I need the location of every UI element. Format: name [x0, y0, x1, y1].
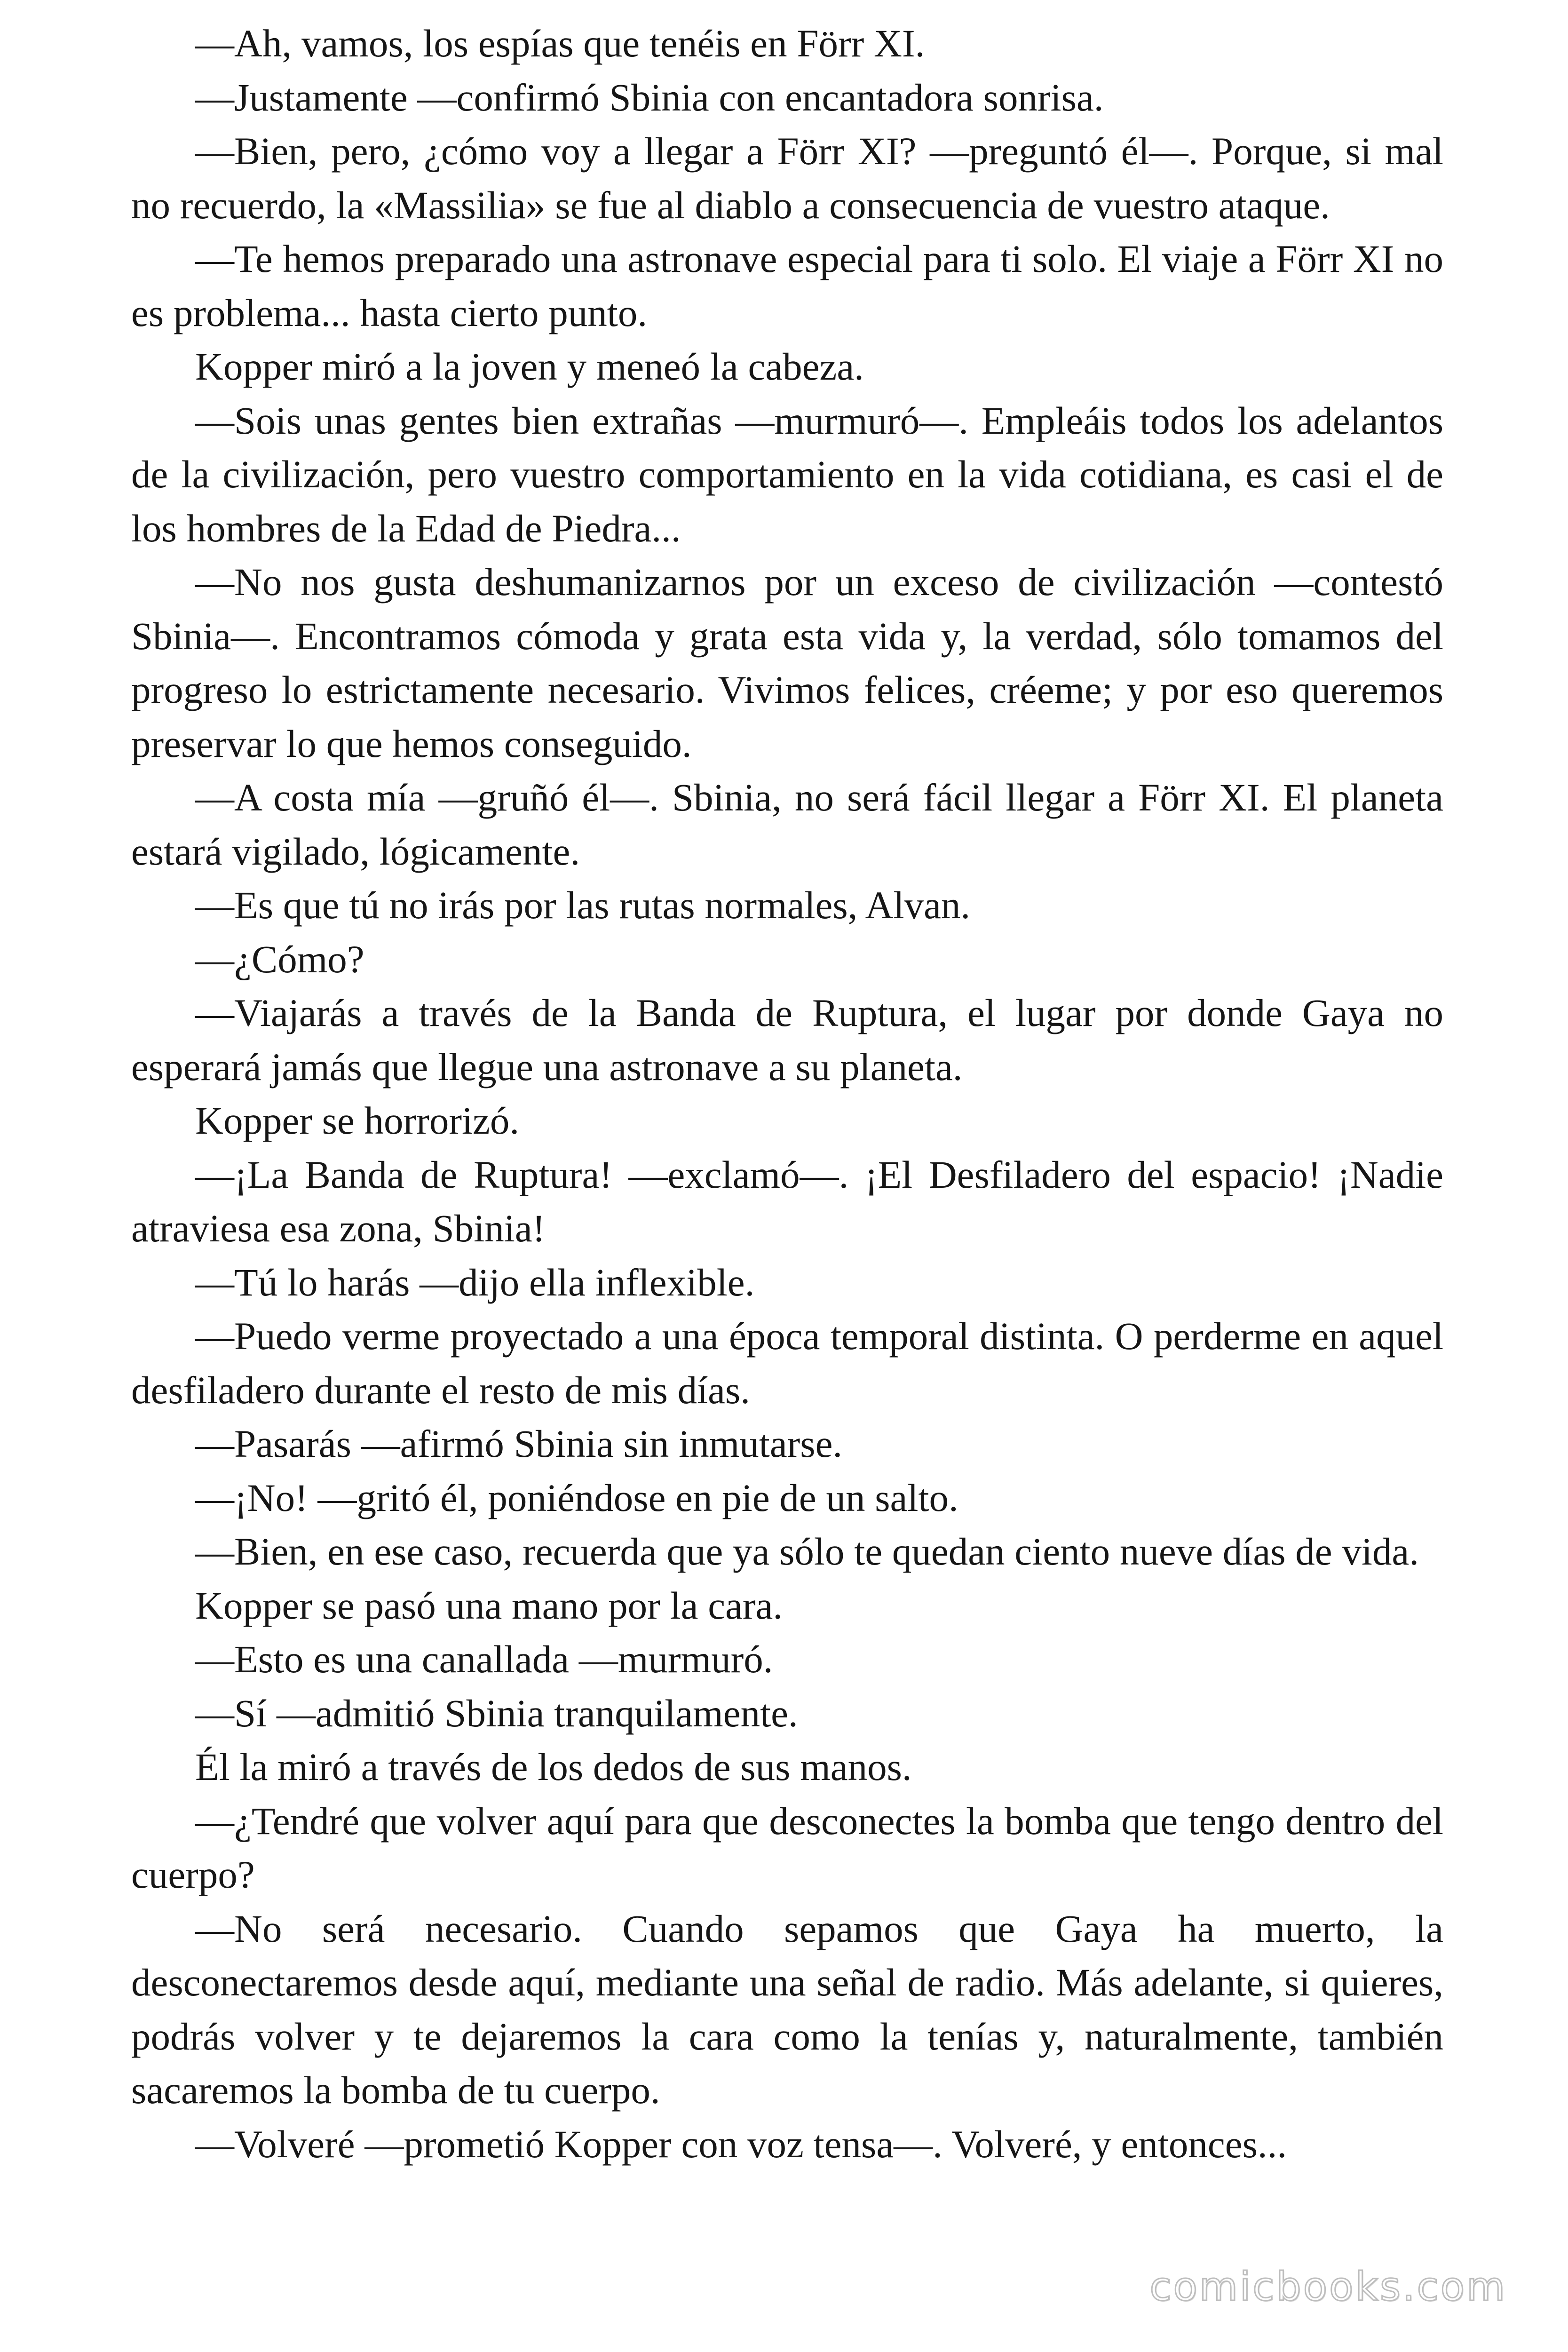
paragraph: —Bien, pero, ¿cómo voy a llegar a Förr XI? —preguntó él—. Porque, si mal no recuerdo, la «Massilia» se fue al diablo a consecuencia de vuestro ataque.	[131, 129, 1443, 227]
paragraph: —No será necesario. Cuando sepamos que Gaya ha muerto, la desconectaremos desde aquí, mediante una señal de radio. Más adelante, si quieres, podrás volver y te dejaremos la cara como la tenías y, naturalmente, también sacaremos la bomba de tu cuerpo.	[131, 1907, 1443, 2112]
paragraph: —Te hemos preparado una astronave especial para ti solo. El viaje a Förr XI no es problema... hasta cierto punto.	[131, 237, 1443, 334]
paragraph: —Es que tú no irás por las rutas normales, Alvan.	[195, 883, 971, 927]
paragraph: Kopper miró a la joven y meneó la cabeza.	[195, 345, 864, 388]
paragraph: —Ah, vamos, los espías que tenéis en Förr XI.	[195, 22, 925, 65]
paragraph: —Sí —admitió Sbinia tranquilamente.	[195, 1691, 798, 1735]
paragraph: —A costa mía —gruñó él—. Sbinia, no será fácil llegar a Förr XI. El planeta estará vigilado, lógicamente.	[131, 776, 1443, 873]
watermark: comicbooks.com	[1149, 2264, 1507, 2310]
paragraph: —Puedo verme proyectado a una época temporal distinta. O perderme en aquel desfiladero durante el resto de mis días.	[131, 1314, 1443, 1412]
text-column	[131, 16, 1443, 2171]
paragraph: —Tú lo harás —dijo ella inflexible.	[195, 1260, 755, 1304]
paragraph: —Justamente —confirmó Sbinia con encantadora sonrisa.	[195, 75, 1104, 119]
paragraph: Kopper se horrorizó.	[195, 1099, 520, 1142]
paragraph: —¡No! —gritó él, poniéndose en pie de un salto.	[195, 1476, 958, 1519]
paragraph: —Viajarás a través de la Banda de Ruptura, el lugar por donde Gaya no esperará jamás que llegue una astronave a su planeta.	[131, 991, 1443, 1089]
paragraph: —¿Tendré que volver aquí para que desconectes la bomba que tengo dentro del cuerpo?	[131, 1799, 1443, 1896]
paragraph: —Sois unas gentes bien extrañas —murmuró—. Empleáis todos los adelantos de la civilización, pero vuestro comportamiento en la vida cotidiana, es casi el de los hombres de la Edad de Piedra...	[131, 398, 1443, 550]
paragraph: —Bien, en ese caso, recuerda que ya sólo te quedan ciento nueve días de vida.	[195, 1530, 1419, 1573]
paragraph: —¡La Banda de Ruptura! —exclamó—. ¡El Desfiladero del espacio! ¡Nadie atraviesa esa zona, Sbinia!	[131, 1152, 1443, 1250]
paragraph: Kopper se pasó una mano por la cara.	[195, 1583, 783, 1627]
paragraph: —Volveré —prometió Kopper con voz tensa—. Volveré, y entonces...	[195, 2122, 1287, 2166]
paragraph: —No nos gusta deshumanizarnos por un exceso de civilización —contestó Sbinia—. Encontramos cómoda y grata esta vida y, la verdad, sólo tomamos del progreso lo estrictamente necesario. Vivimos felices, créeme; y por eso queremos preservar lo que hemos conseguido.	[131, 560, 1443, 765]
paragraph: —Pasarás —afirmó Sbinia sin inmutarse.	[195, 1422, 843, 1465]
paragraph: —¿Cómo?	[195, 937, 364, 981]
paragraph: —Esto es una canallada —murmuró.	[195, 1637, 773, 1681]
paragraph: Él la miró a través de los dedos de sus manos.	[195, 1745, 912, 1788]
